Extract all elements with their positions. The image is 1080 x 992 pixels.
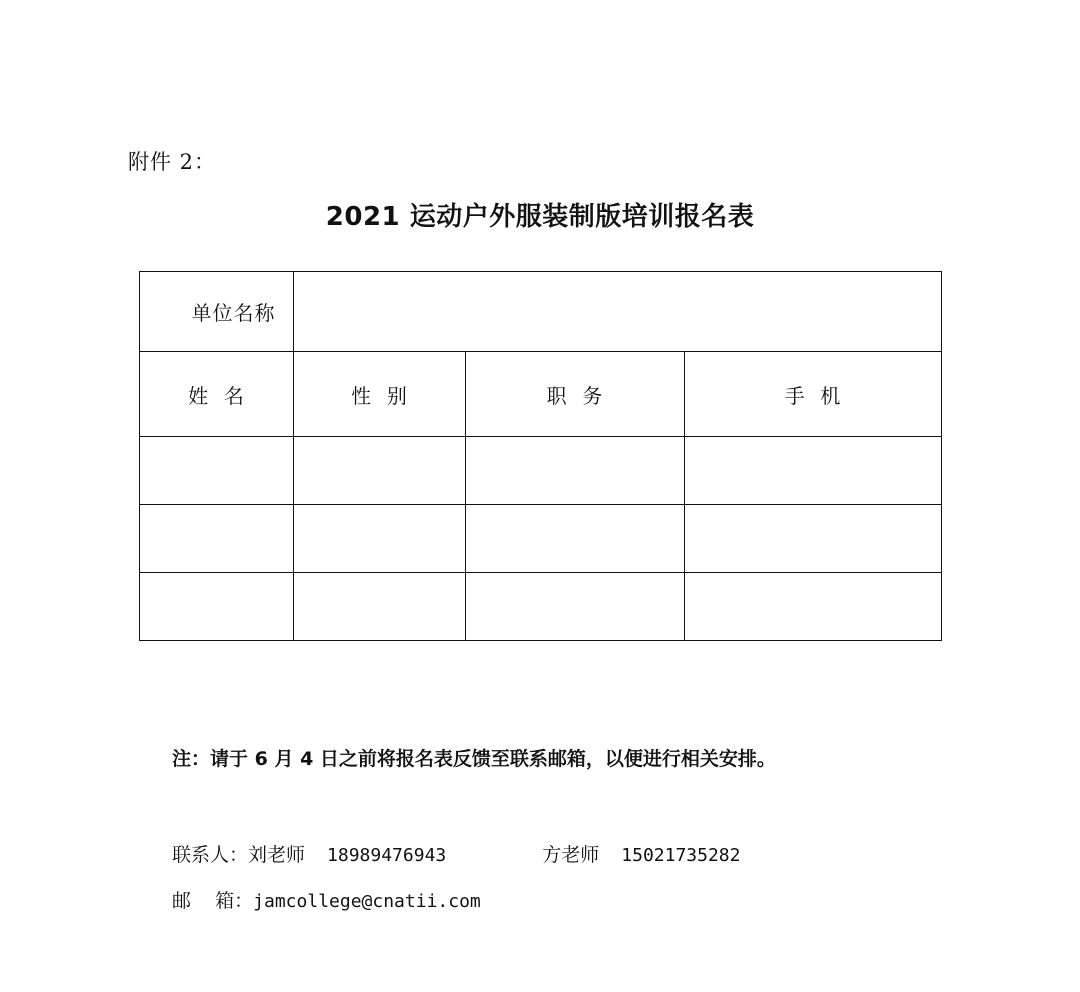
deadline-note: 注：请于 6 月 4 日之前将报名表反馈至联系邮箱，以便进行相关安排。 [172,748,776,770]
header-row [140,352,942,437]
gender-cell[interactable] [294,437,466,505]
gender-cell[interactable] [294,505,466,573]
header-name: 姓 名 [140,352,294,437]
name-cell[interactable] [140,505,294,573]
position-cell[interactable] [466,437,685,505]
header-gender: 性 别 [294,352,466,437]
contact-person-1-name: 刘老师 [248,844,306,866]
form-title: 2021 运动户外服装制版培训报名表 [325,202,755,232]
table-row [140,437,942,505]
name-cell[interactable] [140,437,294,505]
contact-person-2-name: 方老师 [542,844,600,866]
mobile-cell[interactable] [685,505,942,573]
registration-table [139,271,942,641]
name-cell[interactable] [140,573,294,641]
email-label: 邮 箱： [172,890,254,912]
email-line [172,886,481,913]
position-cell[interactable] [466,573,685,641]
org-name-field[interactable] [294,272,942,352]
email-address[interactable]: jamcollege@cnatii.com [253,891,481,912]
header-mobile: 手 机 [685,352,942,437]
mobile-cell[interactable] [685,437,942,505]
org-row [140,272,942,352]
gender-cell[interactable] [294,573,466,641]
position-cell[interactable] [466,505,685,573]
mobile-cell[interactable] [685,573,942,641]
contact-label: 联系人： [172,844,249,866]
contact-line [172,840,740,867]
org-label-cell: 单位名称 [140,272,294,352]
contact-person-2-phone: 15021735282 [621,845,741,866]
table-row [140,573,942,641]
header-position: 职 务 [466,352,685,437]
attachment-label: 附件 2： [128,150,217,174]
contact-person-1-phone: 18989476943 [327,845,447,866]
table-row [140,505,942,573]
